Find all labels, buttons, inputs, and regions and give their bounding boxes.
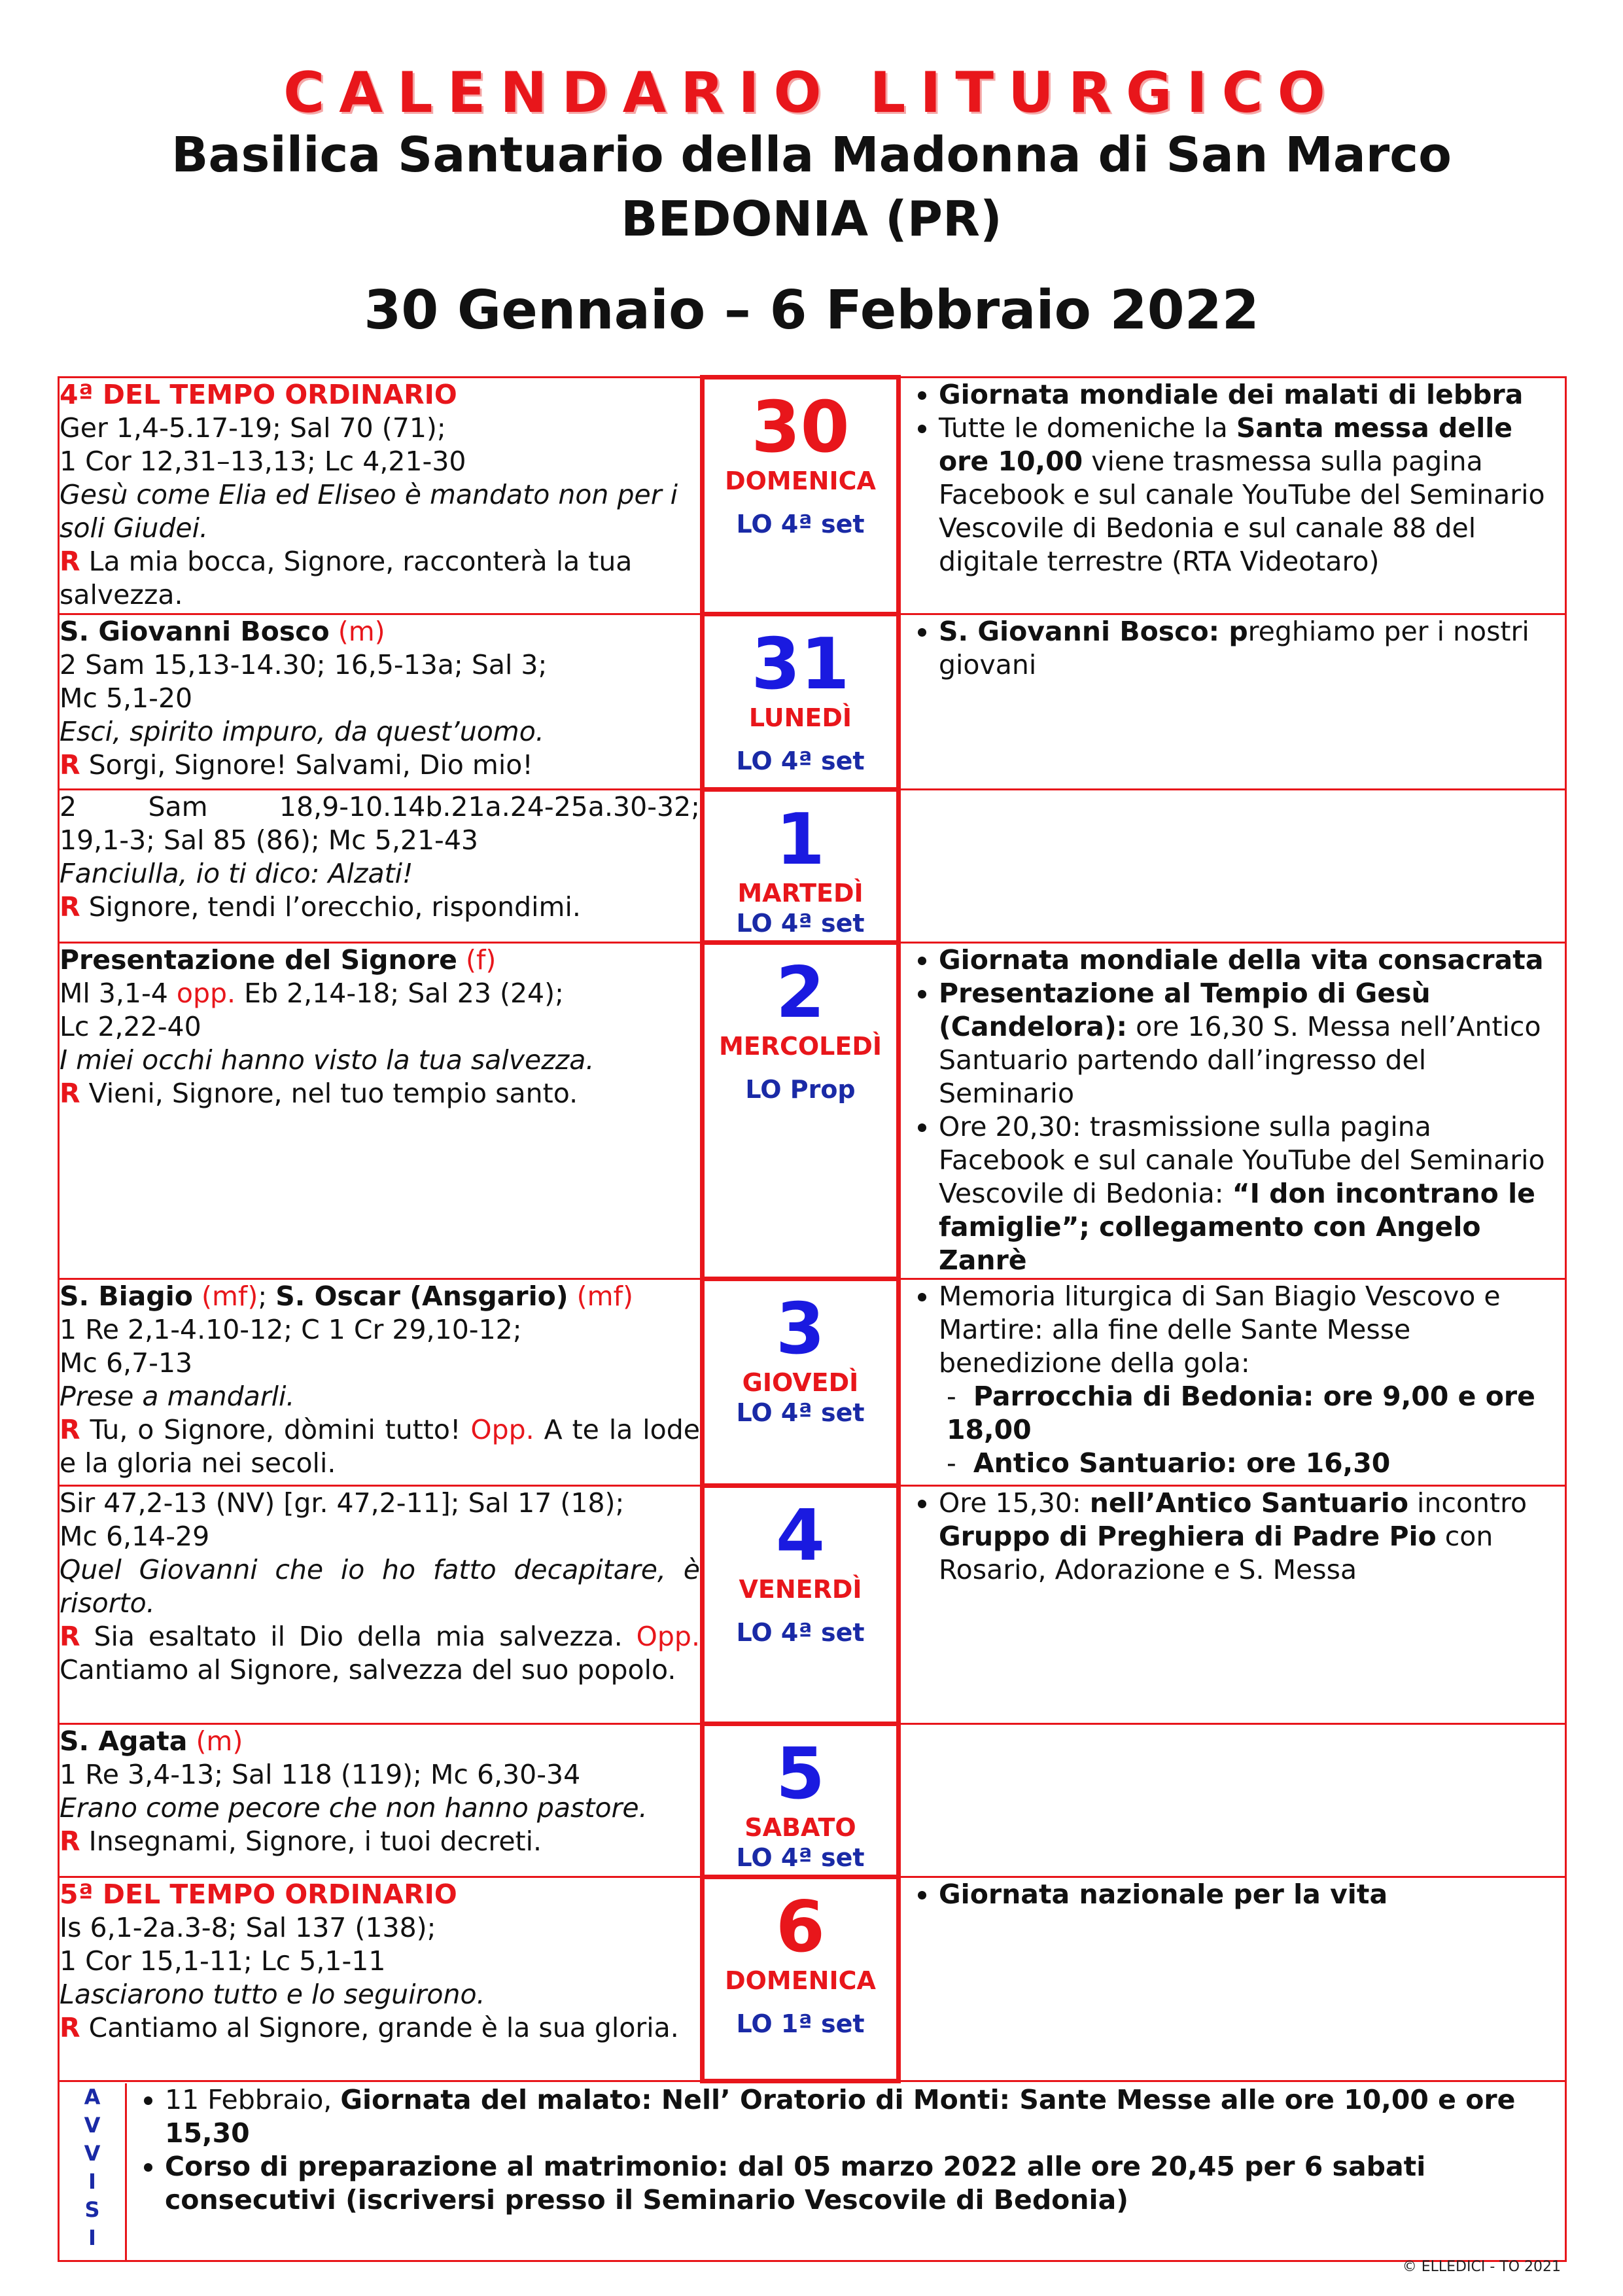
notes-cell (899, 614, 1566, 790)
readings-line: 19,1-3; Sal 85 (86); Mc 5,21-43 (60, 824, 479, 856)
page-title: CALENDARIO LITURGICO (283, 60, 1340, 126)
notes-cell (899, 943, 1566, 1279)
note-item: • S. Giovanni Bosco: preghiamo per i nostri giovani (939, 615, 1565, 682)
church-name: Basilica Santuario della Madonna di San Marco (171, 127, 1452, 183)
day-cell (703, 1279, 899, 1486)
gospel-motto: Gesù come Elia ed Eliseo è mandato non per i soli Giudei. (60, 479, 678, 544)
day-name: DOMENICA (725, 467, 876, 495)
note-item: • Presentazione al Tempio di Gesù (Candelora): ore 16,30 S. Messa nell’Antico Santuario partendo dall’ingresso del Seminario (939, 977, 1565, 1110)
readings-line: Mc 6,14-29 (60, 1521, 210, 1552)
readings-cell (59, 1877, 703, 2081)
day-cell (703, 1486, 899, 1724)
liturgy-of-hours: LO 4ª set (736, 1618, 865, 1647)
readings-line: Mc 5,1-20 (60, 682, 193, 714)
saint-line: S. Biagio (mf); S. Oscar (Ansgario) (mf) (60, 1280, 633, 1312)
date-range: 30 Gennaio – 6 Febbraio 2022 (364, 279, 1259, 342)
note-item: • Giornata mondiale della vita consacrata (939, 944, 1565, 977)
day-number: 4 (775, 1495, 826, 1577)
day-name: DOMENICA (725, 1966, 876, 1995)
dash-item: - Antico Santuario: ore 16,30 (947, 1447, 1391, 1479)
day-number: 30 (751, 387, 850, 468)
notice-item: • 11 Febbraio, Giornata del malato: Nell’ Oratorio di Monti: Sante Messe alle ore 10,00 e ore 15,30 (165, 2083, 1565, 2150)
readings-cell (59, 614, 703, 790)
readings-line: Is 6,1-2a.3-8; Sal 137 (138); (60, 1912, 436, 1943)
day-row (59, 1724, 1566, 1877)
readings-line: 1 Cor 15,1-11; Lc 5,1-11 (60, 1945, 386, 1977)
psalm-response (60, 545, 700, 612)
note-item: • Giornata nazionale per la vita (939, 1878, 1565, 1911)
readings-line: Ml 3,1-4 opp. Eb 2,14-18; Sal 23 (24); (60, 978, 564, 1009)
liturgy-of-hours: LO 4ª set (736, 1398, 865, 1427)
psalm-response: R Vieni, Signore, nel tuo tempio santo. (60, 1078, 578, 1109)
gospel-motto: Lasciarono tutto e lo seguirono. (60, 1979, 485, 2010)
psalm-response: R Sorgi, Signore! Salvami, Dio mio! (60, 749, 533, 781)
rank: (m) (338, 616, 385, 647)
day-cell (703, 943, 899, 1279)
avvisi-label: A V V I S I (60, 2083, 126, 2260)
gospel-motto: Erano come pecore che non hanno pastore. (60, 1792, 648, 1824)
notes-cell (899, 1877, 1566, 2081)
notes-cell (899, 790, 1566, 943)
note-item: • Memoria liturgica di San Biagio Vescovo e Martire: alla fine delle Sante Messe benedizione della gola: (939, 1280, 1565, 1380)
note-item: • Ore 15,30: nell’Antico Santuario incontro Gruppo di Preghiera di Padre Pio con Rosario, Adorazione e S. Messa (939, 1487, 1565, 1587)
celebration-title: 4ª DEL TEMPO ORDINARIO (60, 379, 457, 410)
copyright-footer: © ELLEDICI - TO 2021 (1402, 2259, 1561, 2275)
gospel-motto: Quel Giovanni che io ho fatto decapitare, è risorto. (60, 1554, 700, 1619)
psalm-response: R Tu, o Signore, dòmini tutto! Opp. A te la lode e la gloria nei secoli. (60, 1414, 700, 1479)
readings-line: 1 Re 3,4-13; Sal 118 (119); Mc 6,30-34 (60, 1759, 581, 1790)
liturgy-of-hours: LO 1ª set (736, 2009, 865, 2038)
day-number: 3 (775, 1288, 826, 1370)
readings-cell (59, 1486, 703, 1724)
day-row (59, 790, 1566, 943)
notes-cell (899, 378, 1566, 614)
readings-cell (59, 378, 703, 614)
liturgy-of-hours: LO 4ª set (736, 747, 865, 775)
day-name: VENERDÌ (739, 1575, 862, 1604)
day-number: 5 (775, 1733, 826, 1815)
dash-list (901, 1380, 1565, 1480)
liturgy-of-hours: LO Prop (745, 1075, 856, 1104)
day-number: 6 (775, 1886, 826, 1968)
day-name: GIOVEDÌ (742, 1368, 859, 1397)
calendar-table (58, 375, 1567, 2262)
avvisi-cell (59, 2081, 1566, 2261)
psalm-response: R Signore, tendi l’orecchio, rispondimi. (60, 891, 581, 923)
day-row (59, 1877, 1566, 2081)
day-row (59, 1486, 1566, 1724)
response-text: La mia bocca, Signore, racconterà la tua salvezza. (60, 546, 633, 610)
day-cell (703, 614, 899, 790)
liturgy-of-hours: LO 4ª set (736, 909, 865, 938)
saint-line: Presentazione del Signore (f) (60, 944, 497, 976)
liturgy-of-hours: LO 4ª set (736, 510, 865, 539)
gospel-motto: Prese a mandarli. (60, 1381, 295, 1412)
readings-line: Mc 6,7-13 (60, 1347, 193, 1379)
day-cell (703, 1877, 899, 2081)
day-number: 2 (775, 952, 826, 1034)
day-cell (703, 1724, 899, 1877)
day-row (59, 943, 1566, 1279)
dash-item: - Parrocchia di Bedonia: ore 9,00 e ore 18,00 (947, 1381, 1535, 1445)
day-name: MARTEDÌ (737, 879, 864, 908)
liturgy-of-hours: LO 4ª set (736, 1843, 865, 1872)
psalm-response: R Cantiamo al Signore, grande è la sua gloria. (60, 2012, 679, 2043)
notes-cell (899, 1486, 1566, 1724)
psalm-response: R Sia esaltato il Dio della mia salvezza. Opp. Cantiamo al Signore, salvezza del suo popolo. (60, 1621, 700, 1686)
day-number: 31 (751, 624, 850, 705)
readings-line: Sir 47,2-13 (NV) [gr. 47,2-11]; Sal 17 (18); (60, 1487, 625, 1519)
day-row (59, 614, 1566, 790)
day-row (59, 1279, 1566, 1486)
gospel-motto: I miei occhi hanno visto la tua salvezza. (60, 1044, 595, 1076)
saint-name: S. Giovanni Bosco (60, 616, 330, 647)
readings-line: 2 Sam 15,13-14.30; 16,5-13a; Sal 3; (60, 649, 548, 680)
readings-cell (59, 1279, 703, 1486)
readings-cell (59, 1724, 703, 1877)
day-name: LUNEDÌ (748, 703, 852, 732)
town-name: BEDONIA (PR) (621, 191, 1002, 247)
psalm-response: R Insegnami, Signore, i tuoi decreti. (60, 1826, 542, 1857)
day-cell (703, 378, 899, 614)
day-name: MERCOLEDÌ (718, 1032, 882, 1061)
readings-cell (59, 943, 703, 1279)
readings-line: 1 Re 2,1-4.10-12; C 1 Cr 29,10-12; (60, 1314, 522, 1345)
day-cell (703, 790, 899, 943)
saint-line (60, 615, 700, 648)
celebration-title: 5ª DEL TEMPO ORDINARIO (60, 1879, 457, 1910)
saint-line: S. Agata (m) (60, 1725, 243, 1757)
notice-item: • Corso di preparazione al matrimonio: dal 05 marzo 2022 alle ore 20,45 per 6 sabati consecutivi (iscriversi presso il Seminario Vescovile di Bedonia) (165, 2150, 1565, 2217)
gospel-motto: Fanciulla, io ti dico: Alzati! (60, 858, 413, 889)
readings-cell (59, 790, 703, 943)
note-item: • Tutte le domeniche la Santa messa delle ore 10,00 viene trasmessa sulla pagina Facebook e sul canale YouTube del Seminario Vescovile di Bedonia e sul canale 88 del digitale terrestre (RTA Videotaro) (939, 412, 1565, 578)
note-item: • Ore 20,30: trasmissione sulla pagina Facebook e sul canale YouTube del Seminario Vescovile di Bedonia: “I don incontrano le famiglie”; collegamento con Angelo Zanrè (939, 1110, 1565, 1277)
readings-line: Lc 2,22-40 (60, 1011, 201, 1042)
avvisi-row (59, 2081, 1566, 2261)
readings-line: Ger 1,4-5.17-19; Sal 70 (71); (60, 412, 446, 444)
note-item: • Giornata mondiale dei malati di lebbra (939, 378, 1565, 412)
notes-cell (899, 1724, 1566, 1877)
notes-cell (899, 1279, 1566, 1486)
readings-line: 2 Sam 18,9-10.14b.21a.24-25a.30-32; (60, 791, 700, 822)
gospel-motto: Esci, spirito impuro, da quest’uomo. (60, 716, 544, 747)
avvisi-list (126, 2083, 1565, 2260)
day-number: 1 (775, 799, 826, 881)
readings-line: 1 Cor 12,31–13,13; Lc 4,21-30 (60, 446, 466, 477)
day-name: SABATO (744, 1813, 856, 1842)
response-mark: R (60, 546, 80, 577)
day-row (59, 378, 1566, 614)
